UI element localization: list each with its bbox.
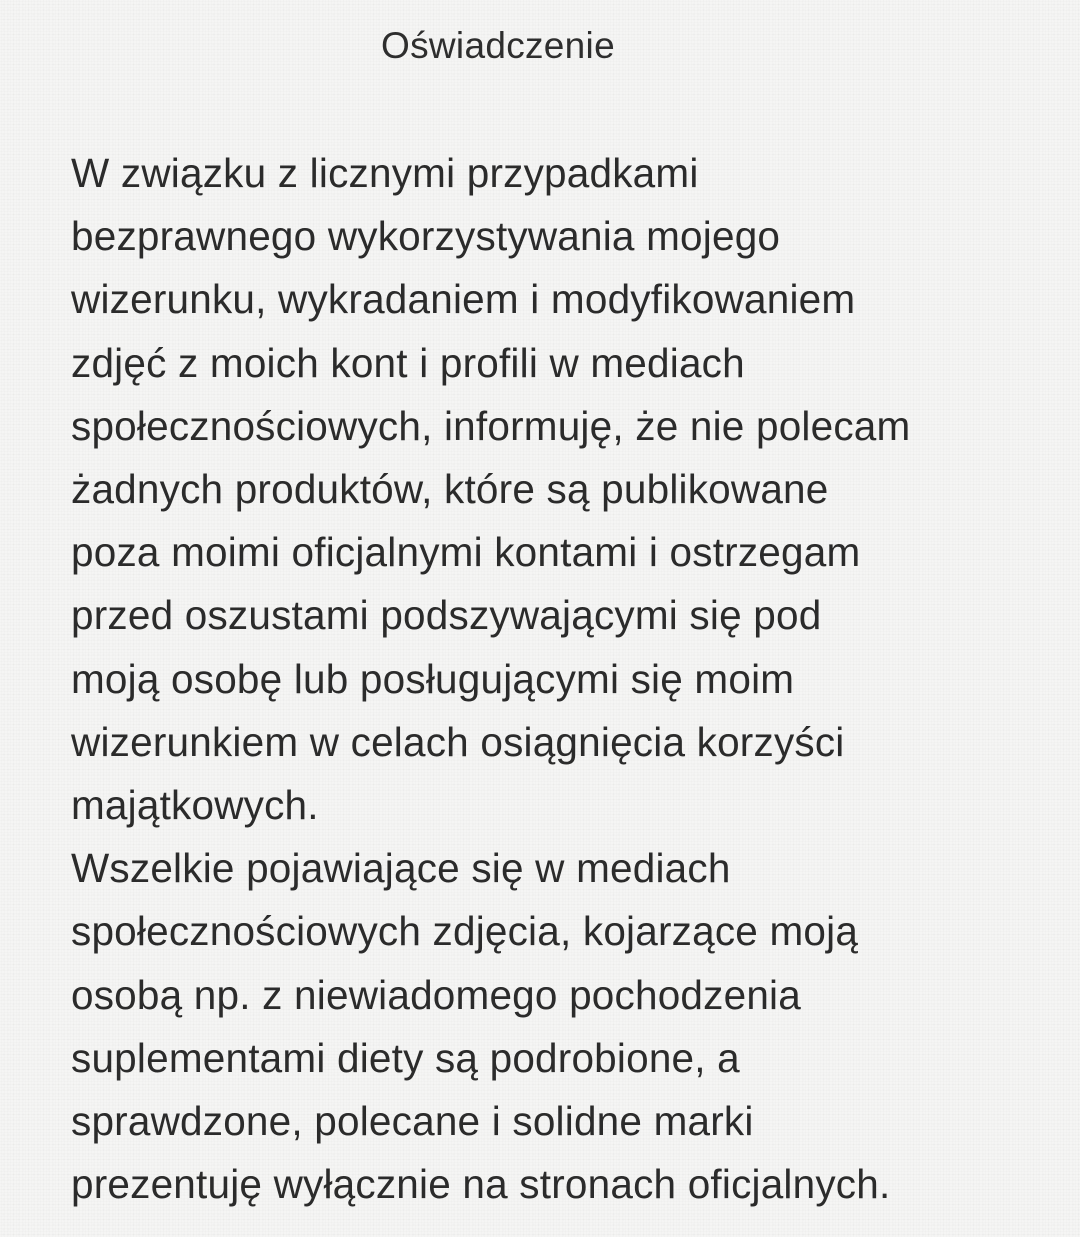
note-line: społecznościowych zdjęcia, kojarzące moją (71, 908, 859, 955)
note-line: sprawdzone, polecane i solidne marki (71, 1098, 754, 1145)
note-line: W związku z licznymi przypadkami (71, 150, 699, 196)
note-title: Oświadczenie (381, 25, 615, 66)
note-line: Wszelkie pojawiające się w mediach (71, 845, 731, 892)
note-line: osobą np. z niewiadomego pochodzenia (71, 971, 801, 1018)
note-line: wizerunku, wykradaniem i modyfikowaniem (71, 276, 856, 323)
note-line: poza moimi oficjalnymi kontami i ostrzegam (71, 529, 861, 576)
note-line: zdjęć z moich kont i profili w mediach (71, 339, 745, 386)
note-line: bezprawnego wykorzystywania mojego (71, 213, 781, 260)
note-body (71, 142, 1061, 1216)
note-line: wizerunkiem w celach osiągnięcia korzyści (71, 718, 845, 765)
note-line: suplementami diety są podrobione, a (71, 1034, 740, 1081)
note-line: społecznościowych, informuję, że nie polecam (71, 402, 911, 449)
note-line: moją osobę lub posługującymi się moim (71, 655, 795, 702)
note-line: majątkowych. (71, 782, 319, 829)
note-line: żadnych produktów, które są publikowane (71, 466, 829, 513)
note-line: przed oszustami podszywającymi się pod (71, 592, 822, 639)
note-line: prezentuję wyłącznie na stronach oficjalnych. (71, 1161, 891, 1208)
